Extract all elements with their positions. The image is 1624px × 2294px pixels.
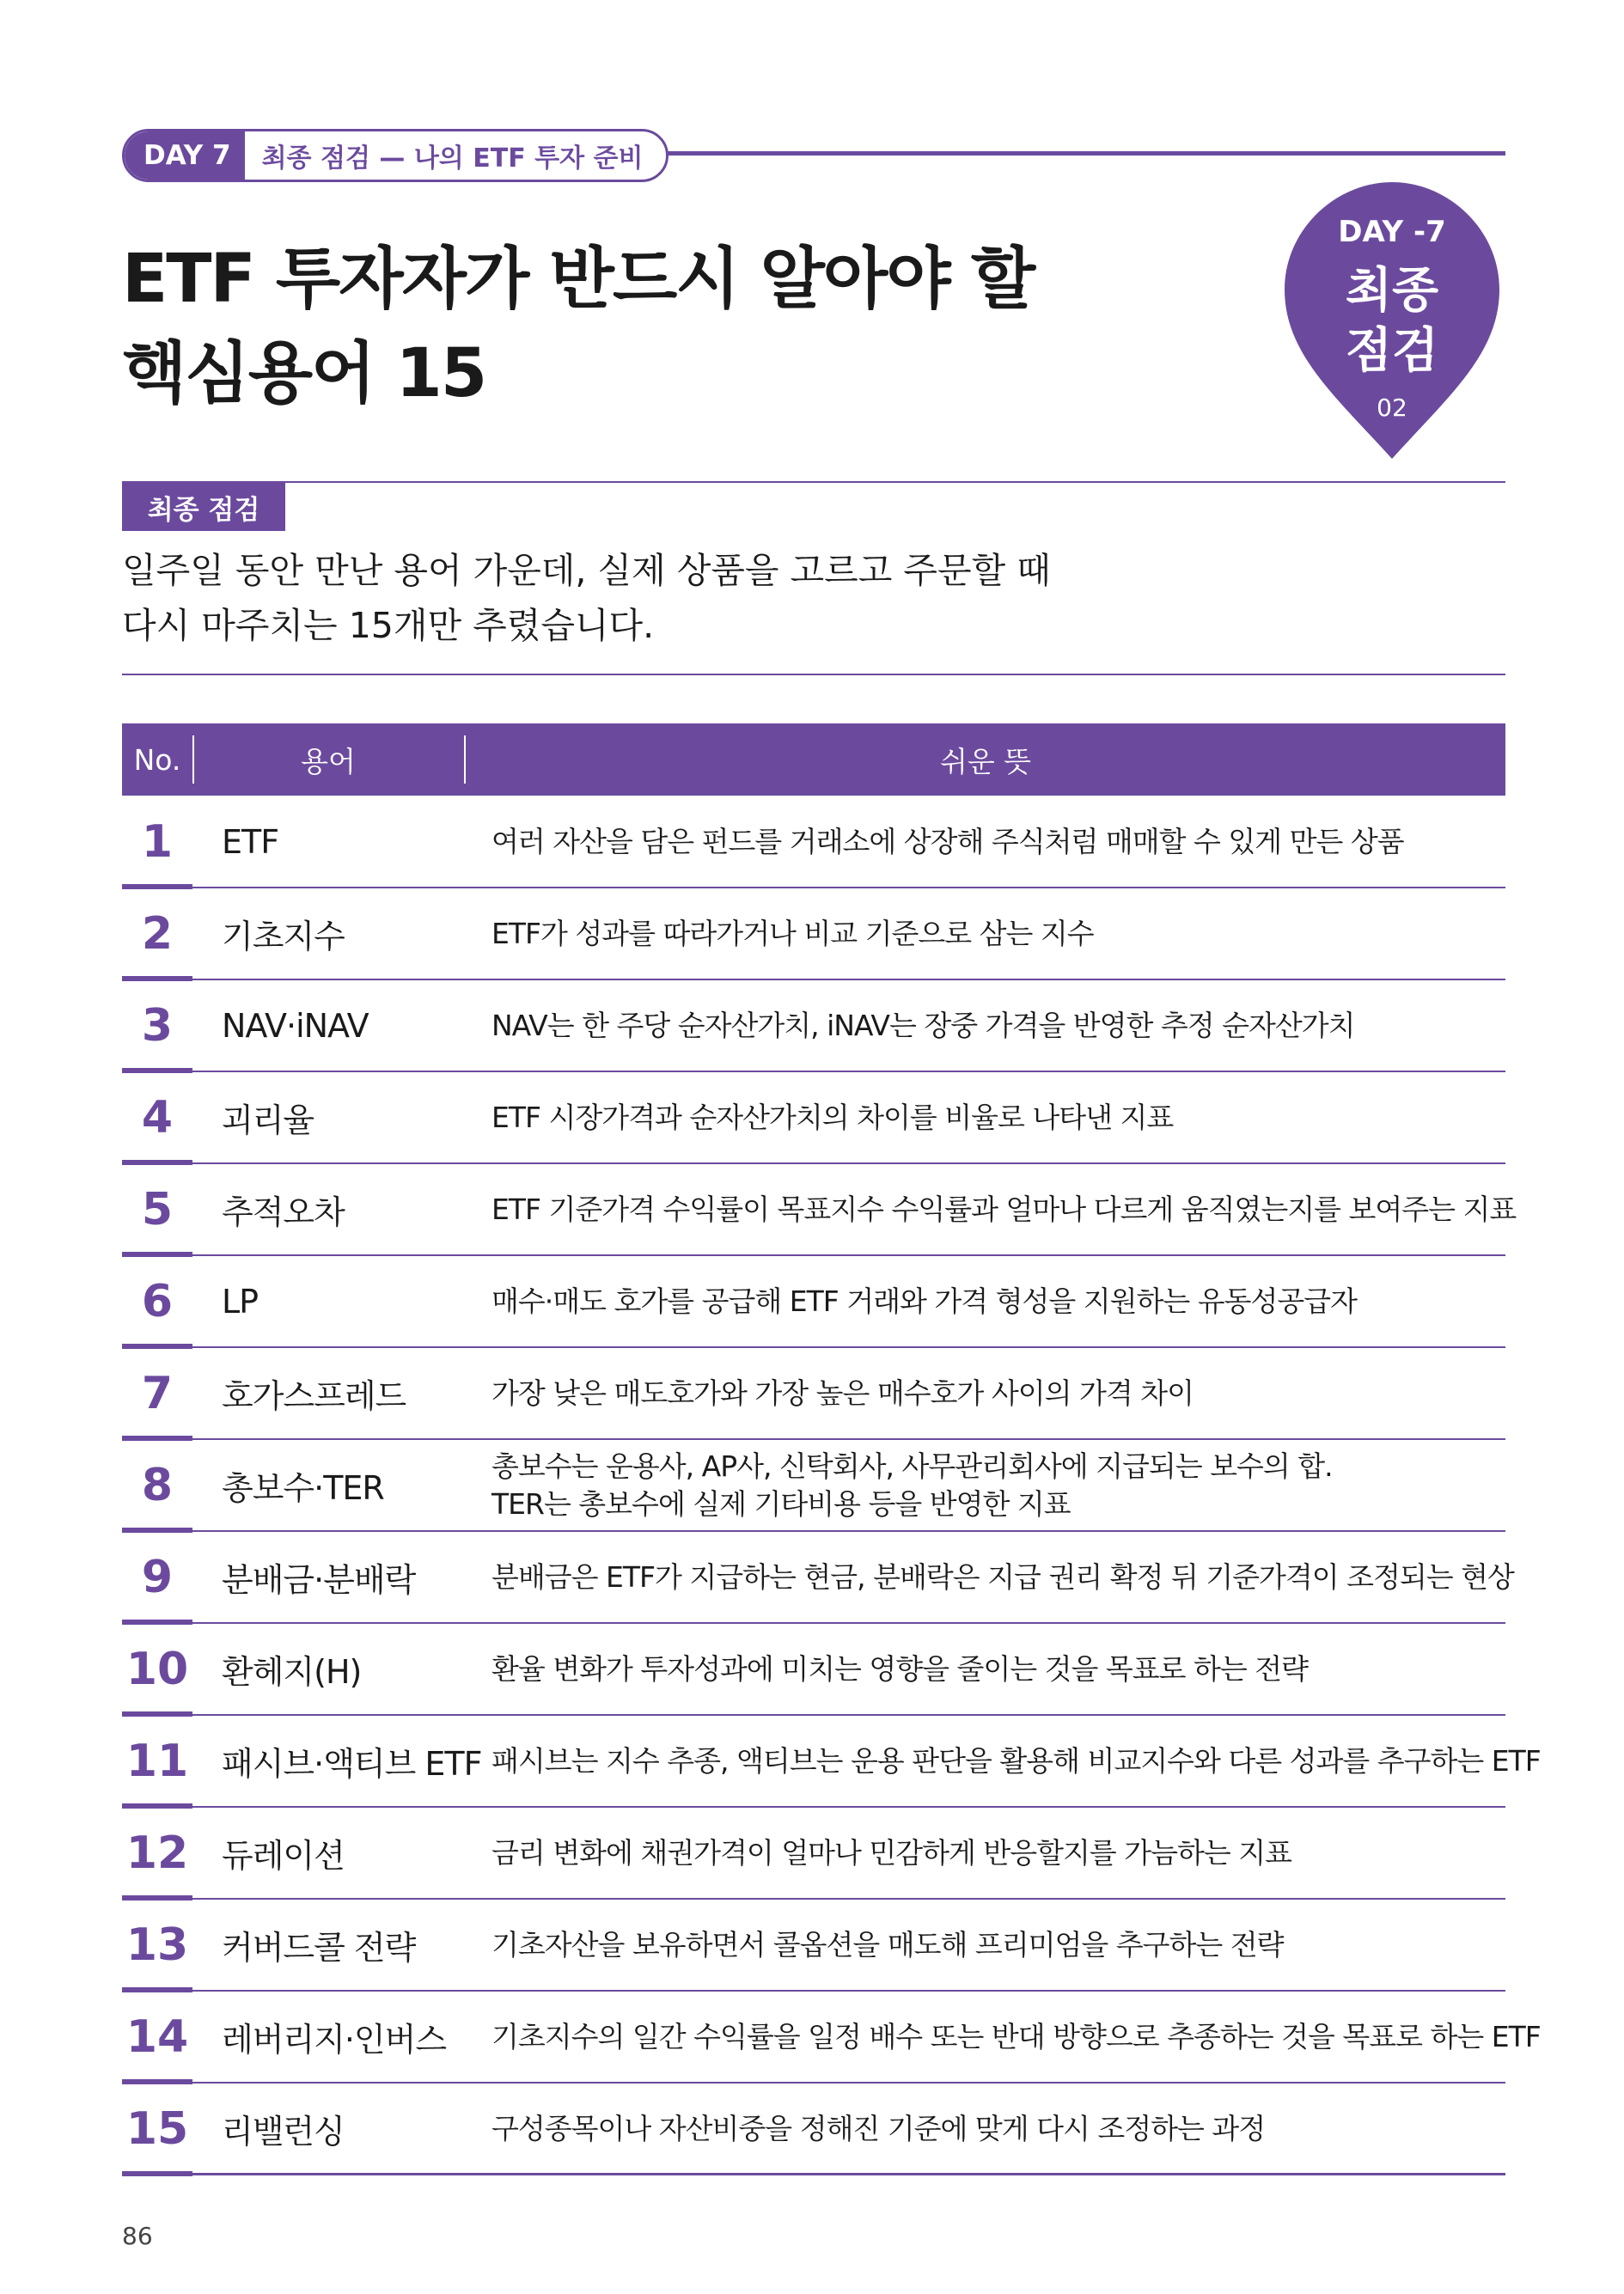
day-badge [1285,182,1499,459]
table-row [122,1439,1505,1531]
section-label: 최종 점검 — 나의 ETF 투자 준비 [261,143,644,174]
table-row [122,1347,1505,1439]
row-definition: 패시브는 지수 추종, 액티브는 운용 판단을 활용해 비교지수와 다른 성과를 추구하는 ETF [491,1743,1541,1778]
row-definition: NAV는 한 주당 순자산가치, iNAV는 장중 가격을 반영한 추정 순자산가치 [491,1008,1355,1042]
header-meaning: 쉬운 뜻 [939,744,1032,778]
row-term: 기초지수 [222,918,345,955]
badge-title-line-1: 최종 [1345,263,1439,319]
row-number: 2 [141,907,174,960]
row-definition: 금리 변화에 채권가격이 얼마나 민감하게 반응할지를 가늠하는 지표 [491,1835,1292,1870]
row-number: 1 [141,815,174,868]
row-term: 분배금·분배락 [222,1561,416,1599]
badge-title-line-2: 점검 [1345,323,1439,379]
badge-day: DAY -7 [1338,215,1446,249]
row-number: 6 [141,1275,174,1327]
row-definition: ETF가 성과를 따라가거나 비교 기준으로 삼는 지수 [491,916,1094,950]
row-definition-line-2: TER는 총보수에 실제 기타비용 등을 반영한 지표 [491,1486,1071,1521]
row-definition-line-1: 총보수는 운용사, AP사, 신탁회사, 사무관리회사에 지급되는 보수의 합. [491,1449,1333,1483]
row-definition: 매수·매도 호가를 공급해 ETF 거래와 가격 형성을 지원하는 유동성공급자 [491,1284,1357,1318]
table-row [122,796,1505,888]
title-line-2: 핵심용어 15 [122,335,486,412]
divider-intro [122,674,1505,675]
row-term: 레버리지·인버스 [222,2021,447,2059]
row-definition [491,1439,1505,1531]
row-definition: 기초자산을 보유하면서 콜옵션을 매도해 프리미엄을 추구하는 전략 [491,1927,1284,1961]
row-definition: 가장 낮은 매도호가와 가장 높은 매수호가 사이의 가격 차이 [491,1376,1194,1410]
row-definition: ETF 기준가격 수익률이 목표지수 수익률과 얼마나 다르게 움직였는지를 보여주는 지표 [491,1192,1517,1226]
table-row [122,1623,1505,1715]
divider-top [122,481,1505,483]
intro-text [122,543,1051,653]
row-number: 13 [125,1919,189,1971]
table-row [122,888,1505,979]
table-row [122,1807,1505,1899]
table-bottom-rule [122,2173,1505,2175]
row-number: 3 [141,999,174,1052]
table-row [122,1531,1514,1623]
table-row [122,1163,1517,1255]
row-term: 리밸런싱 [222,2113,345,2151]
page-title [122,232,1034,421]
row-term: 총보수·TER [222,1469,384,1507]
intro-line-2: 다시 마주치는 15개만 추렸습니다. [122,605,655,646]
row-number: 4 [141,1091,174,1144]
row-definition: 기초지수의 일간 수익률을 일정 배수 또는 반대 방향으로 추종하는 것을 목표로 하는 ETF [491,2019,1541,2053]
row-number: 10 [125,1643,189,1695]
row-number: 5 [141,1183,174,1235]
row-definition: 분배금은 ETF가 지급하는 현금, 분배락은 지급 권리 확정 뒤 기준가격이 조정되는 현상 [491,1559,1514,1594]
header-no: No. [133,742,181,777]
row-definition: 구성종목이나 자산비중을 정해진 기준에 맞게 다시 조정하는 과정 [491,2111,1266,2145]
header-term: 용어 [301,744,356,778]
table-row [122,979,1505,1071]
table-row [122,1991,1541,2083]
title-line-1: ETF 투자자가 반드시 알아야 할 [122,241,1035,318]
row-term: NAV·iNAV [222,1006,369,1045]
row-number: 8 [141,1459,174,1511]
row-definition: ETF 시장가격과 순자산가치의 차이를 비율로 나타낸 지표 [491,1100,1174,1134]
row-term: 괴리율 [222,1101,314,1139]
table-row [122,1071,1505,1163]
header-rule [601,151,1505,156]
table-row [122,1255,1505,1347]
row-term: 듀레이션 [222,1837,345,1875]
row-number: 14 [125,2010,189,2063]
row-term: 추적오차 [222,1193,345,1231]
chapter-pill [122,129,669,182]
table-header [122,723,1505,796]
intro-line-1: 일주일 동안 만난 용어 가운데, 실제 상품을 고르고 주문할 때 [122,550,1051,591]
row-number: 15 [125,2102,189,2155]
badge-number: 02 [1377,394,1407,422]
section-tag: 최종 점검 [122,483,285,531]
row-term: 패시브·액티브 ETF [222,1745,482,1783]
page-number: 86 [122,2222,153,2250]
row-definition: 여러 자산을 담은 펀드를 거래소에 상장해 주식처럼 매매할 수 있게 만든 상품 [491,824,1404,858]
row-term: ETF [222,822,279,861]
row-term: 커버드콜 전략 [222,1929,416,1967]
row-number: 7 [141,1367,174,1419]
row-term: 환헤지(H) [222,1653,362,1691]
row-number: 12 [125,1827,189,1879]
row-number: 11 [125,1735,189,1787]
table-row [122,1899,1505,1991]
row-term: LP [222,1282,259,1321]
table-row [122,1715,1541,1807]
day-label: DAY 7 [125,131,245,180]
row-term: 호가스프레드 [222,1377,406,1415]
table-row [122,2083,1505,2175]
row-number: 9 [141,1551,174,1603]
row-definition: 환율 변화가 투자성과에 미치는 영향을 줄이는 것을 목표로 하는 전략 [491,1651,1308,1686]
badge-title [1285,261,1499,381]
